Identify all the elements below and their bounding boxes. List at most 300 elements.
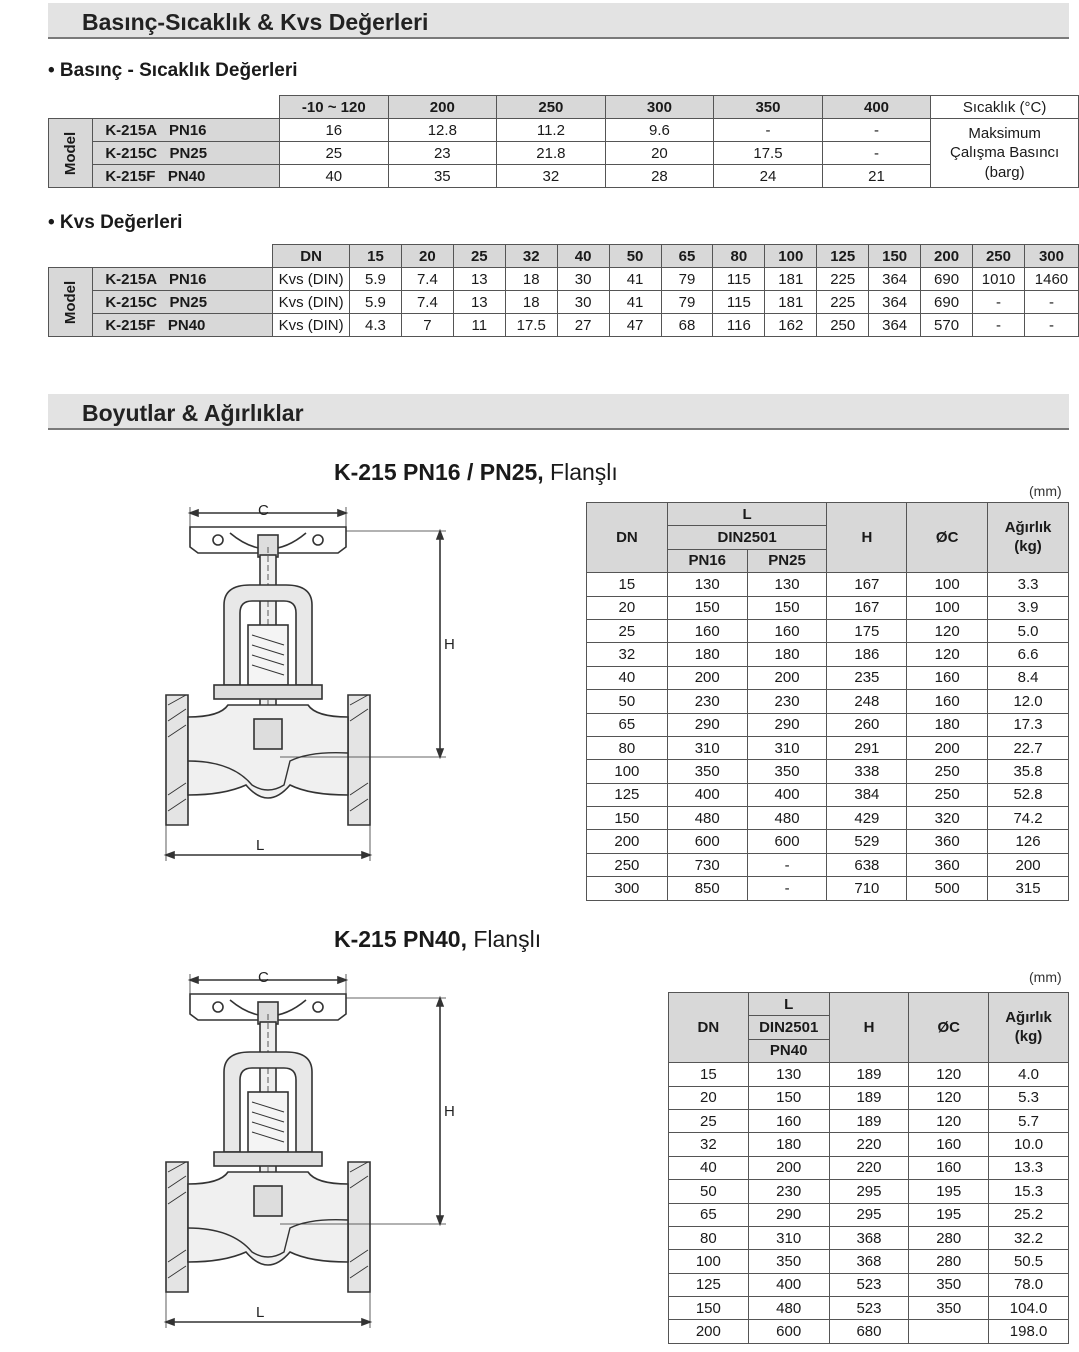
dn-size-header: 32 — [505, 245, 557, 268]
weight-header: Ağırlık (kg) — [989, 993, 1069, 1063]
kvs-value-cell: 690 — [921, 291, 973, 314]
dimension-cell: 10.0 — [989, 1133, 1069, 1156]
dimension-cell: 235 — [827, 666, 907, 689]
dn-size-header: 100 — [765, 245, 817, 268]
table-row — [669, 1180, 1069, 1203]
model-cell: K-215C PN25 — [93, 142, 280, 165]
table-row — [49, 268, 1079, 291]
dn-header: DN — [669, 993, 749, 1063]
dimension-cell: 15.3 — [989, 1180, 1069, 1203]
table-row — [49, 119, 1079, 142]
dimension-cell: 360 — [907, 830, 988, 853]
dimension-cell: 200 — [907, 736, 988, 759]
dimension-cell: 250 — [587, 853, 668, 876]
weight-header: Ağırlık (kg) — [988, 503, 1069, 573]
dimension-cell: 15 — [587, 573, 668, 596]
dimension-cell: 180 — [748, 1133, 829, 1156]
dimension-cell: 360 — [907, 853, 988, 876]
dimension-cell: 295 — [829, 1180, 909, 1203]
dimension-cell: 400 — [747, 783, 827, 806]
kvs-value-cell: 30 — [557, 291, 609, 314]
kvs-value-cell: 570 — [921, 314, 973, 337]
value-cell: 24 — [714, 165, 823, 188]
dimension-cell: 160 — [909, 1156, 989, 1179]
dimension-cell: 480 — [748, 1297, 829, 1320]
temp-header-cell: -10 ~ 120 — [280, 96, 389, 119]
dimension-cell: 78.0 — [989, 1273, 1069, 1296]
table-row — [587, 783, 1069, 806]
dimension-cell: 189 — [829, 1063, 909, 1086]
table-row — [587, 619, 1069, 642]
table-row — [49, 314, 1079, 337]
table-row — [587, 853, 1069, 876]
dimension-cell: 600 — [667, 830, 747, 853]
kvs-value-cell: 68 — [661, 314, 713, 337]
dimension-cell: 6.6 — [988, 643, 1069, 666]
dimension-cell: 120 — [909, 1109, 989, 1132]
model-cell: K-215F PN40 — [93, 314, 273, 337]
temp-header-cell: 250 — [497, 96, 606, 119]
dimension-cell: 638 — [827, 853, 907, 876]
h-dimension-label: H — [444, 636, 455, 653]
dimension-cell: 180 — [907, 713, 988, 736]
table-row — [669, 1133, 1069, 1156]
dimension-cell: 35.8 — [988, 760, 1069, 783]
pressure-temperature-table — [48, 95, 1079, 188]
temp-unit-label: Sıcaklık (°C) — [931, 96, 1079, 119]
dimension-cell: 25 — [587, 619, 668, 642]
dimension-cell: 100 — [587, 760, 668, 783]
dimension-cell: 291 — [827, 736, 907, 759]
valve-drawing-2 — [160, 962, 460, 1332]
table-row — [669, 1250, 1069, 1273]
dimension-cell: 50 — [587, 690, 668, 713]
dimension-cell: 125 — [587, 783, 668, 806]
table-row — [669, 1156, 1069, 1179]
dn-size-header: 80 — [713, 245, 765, 268]
dimension-cell: 230 — [667, 690, 747, 713]
dimension-cell: 350 — [747, 760, 827, 783]
kvs-value-cell: 18 — [505, 268, 557, 291]
section-title: Boyutlar & Ağırlıklar — [82, 400, 304, 426]
kvs-value-cell: 7 — [401, 314, 453, 337]
model-vertical-label: Model — [49, 119, 93, 188]
dn-size-header: 25 — [453, 245, 505, 268]
dimension-cell: 5.0 — [988, 619, 1069, 642]
kvs-value-cell: 47 — [609, 314, 661, 337]
dimension-cell: 150 — [587, 807, 668, 830]
dimension-cell: 65 — [587, 713, 668, 736]
kvs-value-cell: 181 — [765, 268, 817, 291]
table-row — [669, 1109, 1069, 1132]
dimension-cell: 200 — [988, 853, 1069, 876]
dimension-cell: 100 — [669, 1250, 749, 1273]
oc-header: ØC — [907, 503, 988, 573]
dimension-cell: 17.3 — [988, 713, 1069, 736]
dimension-cell: 523 — [829, 1273, 909, 1296]
model-cell: K-215C PN25 — [93, 291, 273, 314]
dimension-cell: 200 — [587, 830, 668, 853]
dn-size-header: 125 — [817, 245, 869, 268]
dim1-title: K-215 PN16 / PN25, Flanşlı — [334, 459, 618, 485]
table-row — [587, 877, 1069, 900]
dimension-cell: 280 — [909, 1250, 989, 1273]
table-row — [49, 291, 1079, 314]
dimension-cell: 710 — [827, 877, 907, 900]
value-cell: 9.6 — [605, 119, 714, 142]
dimension-cell: 189 — [829, 1086, 909, 1109]
kvs-type-cell: Kvs (DIN) — [273, 268, 350, 291]
dimension-cell: 480 — [667, 807, 747, 830]
dimension-cell: 22.7 — [988, 736, 1069, 759]
dimension-cell: 130 — [748, 1063, 829, 1086]
h-header: H — [827, 503, 907, 573]
dimension-cell: 25 — [669, 1109, 749, 1132]
dimension-cell: 32 — [587, 643, 668, 666]
dimension-cell: 250 — [907, 760, 988, 783]
dimension-cell: 150 — [747, 596, 827, 619]
kvs-value-cell: 11 — [453, 314, 505, 337]
dimension-cell: 120 — [907, 619, 988, 642]
dimension-cell: 13.3 — [989, 1156, 1069, 1179]
value-cell: 35 — [388, 165, 497, 188]
dimension-cell: 350 — [909, 1273, 989, 1296]
dimension-cell: - — [747, 853, 827, 876]
kvs-value-cell: 41 — [609, 268, 661, 291]
table-row — [587, 830, 1069, 853]
kvs-value-cell: 30 — [557, 268, 609, 291]
c-dimension-label: C — [258, 969, 269, 986]
dimension-cell: 32.2 — [989, 1226, 1069, 1249]
dimension-cell: 310 — [667, 736, 747, 759]
dimension-cell: 5.3 — [989, 1086, 1069, 1109]
kvs-value-cell: 13 — [453, 291, 505, 314]
dimension-cell: 120 — [907, 643, 988, 666]
temp-header-cell: 300 — [605, 96, 714, 119]
table-row — [587, 713, 1069, 736]
kvs-value-cell: 13 — [453, 268, 505, 291]
dimension-cell: 350 — [909, 1297, 989, 1320]
table-row — [587, 760, 1069, 783]
value-cell: - — [822, 119, 931, 142]
pn25-header: PN25 — [747, 549, 827, 572]
kvs-value-cell: 364 — [869, 268, 921, 291]
dimension-cell: 175 — [827, 619, 907, 642]
dimension-cell: 730 — [667, 853, 747, 876]
value-cell: 16 — [280, 119, 389, 142]
dimension-cell: 40 — [587, 666, 668, 689]
table-row — [587, 807, 1069, 830]
kvs-subtitle: • Kvs Değerleri — [48, 212, 183, 233]
dimension-cell: 20 — [587, 596, 668, 619]
dimension-cell: 220 — [829, 1156, 909, 1179]
dimension-cell: 480 — [747, 807, 827, 830]
value-cell: 28 — [605, 165, 714, 188]
dn-header: DN — [587, 503, 668, 573]
dimension-cell: 50 — [669, 1180, 749, 1203]
dimension-cell: 300 — [587, 877, 668, 900]
table-row — [669, 1203, 1069, 1226]
dimension-cell: 310 — [747, 736, 827, 759]
dimension-cell: 350 — [667, 760, 747, 783]
l-header: L — [667, 503, 827, 526]
dn-size-header: 200 — [921, 245, 973, 268]
dimensions-table-pn16-pn25 — [586, 502, 1069, 901]
kvs-value-cell: 225 — [817, 291, 869, 314]
dimension-cell: 310 — [748, 1226, 829, 1249]
kvs-value-cell: 41 — [609, 291, 661, 314]
dimension-cell: 126 — [988, 830, 1069, 853]
h-dimension-label: H — [444, 1103, 455, 1120]
dimension-cell: 315 — [988, 877, 1069, 900]
dimension-cell: 150 — [669, 1297, 749, 1320]
dimension-cell: 230 — [748, 1180, 829, 1203]
l-header: L — [748, 993, 829, 1016]
dimension-cell: 167 — [827, 573, 907, 596]
dimension-cell: 600 — [748, 1320, 829, 1343]
dimension-cell: 198.0 — [989, 1320, 1069, 1343]
dimension-cell: 8.4 — [988, 666, 1069, 689]
temp-header-cell: 350 — [714, 96, 823, 119]
dimension-cell: 200 — [667, 666, 747, 689]
dimension-cell: 248 — [827, 690, 907, 713]
dimension-cell: 160 — [747, 619, 827, 642]
kvs-table — [48, 244, 1079, 337]
dimension-cell: 500 — [907, 877, 988, 900]
oc-header: ØC — [909, 993, 989, 1063]
kvs-value-cell: 181 — [765, 291, 817, 314]
pressure-label: Maksimum Çalışma Basıncı (barg) — [931, 119, 1079, 188]
dimension-cell: 180 — [667, 643, 747, 666]
table-row — [669, 1273, 1069, 1296]
kvs-value-cell: - — [973, 314, 1025, 337]
table-row — [669, 1297, 1069, 1320]
kvs-value-cell: - — [1024, 314, 1078, 337]
value-cell: - — [714, 119, 823, 142]
dimension-cell: 290 — [667, 713, 747, 736]
dimension-cell: 368 — [829, 1226, 909, 1249]
section-title: Basınç-Sıcaklık & Kvs Değerleri — [82, 9, 429, 35]
model-cell: K-215F PN40 — [93, 165, 280, 188]
dimension-cell: 186 — [827, 643, 907, 666]
dimension-cell: 3.3 — [988, 573, 1069, 596]
value-cell: 40 — [280, 165, 389, 188]
kvs-value-cell: 250 — [817, 314, 869, 337]
pressure-temp-subtitle: • Basınç - Sıcaklık Değerleri — [48, 60, 298, 81]
table-row — [49, 142, 1079, 165]
dimension-cell: 680 — [829, 1320, 909, 1343]
dimension-cell: 230 — [747, 690, 827, 713]
dimension-cell: 120 — [909, 1063, 989, 1086]
valve-drawing-1 — [160, 495, 460, 865]
table-row — [669, 1320, 1069, 1343]
dimension-cell: 850 — [667, 877, 747, 900]
table-row — [587, 690, 1069, 713]
dn-size-header: 65 — [661, 245, 713, 268]
kvs-value-cell: 7.4 — [401, 291, 453, 314]
dimension-cell: 160 — [909, 1133, 989, 1156]
dimension-cell: 120 — [909, 1086, 989, 1109]
table-row — [49, 165, 1079, 188]
dimension-cell: 400 — [748, 1273, 829, 1296]
dimension-cell: 20 — [669, 1086, 749, 1109]
dimension-cell: 40 — [669, 1156, 749, 1179]
model-vertical-label: Model — [49, 268, 93, 337]
dim2-title: K-215 PN40, Flanşlı — [334, 926, 542, 952]
dimension-cell: 160 — [907, 666, 988, 689]
dimension-cell: 130 — [667, 573, 747, 596]
dimension-cell: 50.5 — [989, 1250, 1069, 1273]
table-row — [669, 1226, 1069, 1249]
dimension-cell: 12.0 — [988, 690, 1069, 713]
dimension-cell: 429 — [827, 807, 907, 830]
kvs-value-cell: 7.4 — [401, 268, 453, 291]
table-row — [587, 736, 1069, 759]
model-cell: K-215A PN16 — [93, 119, 280, 142]
value-cell: 17.5 — [714, 142, 823, 165]
kvs-value-cell: 5.9 — [350, 291, 402, 314]
dimension-cell: 4.0 — [989, 1063, 1069, 1086]
dn-size-header: 50 — [609, 245, 661, 268]
dimensions-table-pn40 — [668, 992, 1069, 1344]
dimension-cell: 200 — [748, 1156, 829, 1179]
dimension-cell: 3.9 — [988, 596, 1069, 619]
l-dimension-label: L — [256, 1304, 265, 1321]
dimension-cell: 195 — [909, 1180, 989, 1203]
dimension-cell: 74.2 — [988, 807, 1069, 830]
dimension-cell: 290 — [747, 713, 827, 736]
dimension-cell: 250 — [907, 783, 988, 806]
dimension-cell: 220 — [829, 1133, 909, 1156]
dimension-cell: 167 — [827, 596, 907, 619]
kvs-value-cell: 225 — [817, 268, 869, 291]
c-dimension-label: C — [258, 502, 269, 519]
l-dimension-label: L — [256, 837, 265, 854]
kvs-value-cell: 79 — [661, 268, 713, 291]
value-cell: 32 — [497, 165, 606, 188]
dimension-cell: 160 — [667, 619, 747, 642]
din-header: DIN2501 — [667, 526, 827, 549]
dimension-cell: 320 — [907, 807, 988, 830]
value-cell: 20 — [605, 142, 714, 165]
dimension-cell: 200 — [669, 1320, 749, 1343]
kvs-value-cell: 115 — [713, 291, 765, 314]
dimension-cell: 338 — [827, 760, 907, 783]
dimension-cell: 600 — [747, 830, 827, 853]
dimension-cell: 104.0 — [989, 1297, 1069, 1320]
dimension-cell: 25.2 — [989, 1203, 1069, 1226]
pn16-header: PN16 — [667, 549, 747, 572]
kvs-type-cell: Kvs (DIN) — [273, 314, 350, 337]
dimension-cell: 290 — [748, 1203, 829, 1226]
model-cell: K-215A PN16 — [93, 268, 273, 291]
dimension-cell: 150 — [748, 1086, 829, 1109]
dimension-cell: 100 — [907, 596, 988, 619]
dimension-cell: 32 — [669, 1133, 749, 1156]
dimension-cell: 125 — [669, 1273, 749, 1296]
table-row — [587, 573, 1069, 596]
dn-size-header: 15 — [350, 245, 402, 268]
dimension-cell: 400 — [667, 783, 747, 806]
dimension-cell: 195 — [909, 1203, 989, 1226]
value-cell: 12.8 — [388, 119, 497, 142]
value-cell: - — [822, 142, 931, 165]
dn-header: DN — [273, 245, 350, 268]
dimension-cell: 529 — [827, 830, 907, 853]
dimension-cell: 65 — [669, 1203, 749, 1226]
kvs-value-cell: 1010 — [973, 268, 1025, 291]
kvs-value-cell: - — [1024, 291, 1078, 314]
value-cell: 23 — [388, 142, 497, 165]
dimension-cell: 260 — [827, 713, 907, 736]
table-row — [669, 1063, 1069, 1086]
table-row — [669, 1086, 1069, 1109]
dimension-cell: 160 — [748, 1109, 829, 1132]
kvs-value-cell: 364 — [869, 291, 921, 314]
value-cell: 21.8 — [497, 142, 606, 165]
dimension-cell: 180 — [747, 643, 827, 666]
dn-size-header: 40 — [557, 245, 609, 268]
temp-header-cell: 200 — [388, 96, 497, 119]
kvs-value-cell: 4.3 — [350, 314, 402, 337]
kvs-value-cell: 18 — [505, 291, 557, 314]
dimension-cell: 5.7 — [989, 1109, 1069, 1132]
dimension-cell: 368 — [829, 1250, 909, 1273]
kvs-value-cell: 364 — [869, 314, 921, 337]
dimension-cell: 100 — [907, 573, 988, 596]
value-cell: 25 — [280, 142, 389, 165]
dimension-cell: 384 — [827, 783, 907, 806]
dn-size-header: 300 — [1024, 245, 1078, 268]
dimension-cell: 52.8 — [988, 783, 1069, 806]
dim1-unit: (mm) — [1029, 483, 1062, 499]
kvs-value-cell: 116 — [713, 314, 765, 337]
dn-size-header: 150 — [869, 245, 921, 268]
dimension-cell — [909, 1320, 989, 1343]
dimension-cell: - — [747, 877, 827, 900]
h-header: H — [829, 993, 909, 1063]
dimension-cell: 80 — [669, 1226, 749, 1249]
value-cell: 11.2 — [497, 119, 606, 142]
pn40-header: PN40 — [748, 1039, 829, 1062]
temp-header-cell: 400 — [822, 96, 931, 119]
kvs-value-cell: 162 — [765, 314, 817, 337]
dimension-cell: 200 — [747, 666, 827, 689]
dimension-cell: 15 — [669, 1063, 749, 1086]
kvs-value-cell: 27 — [557, 314, 609, 337]
dim2-unit: (mm) — [1029, 969, 1062, 985]
dimension-cell: 160 — [907, 690, 988, 713]
kvs-value-cell: 690 — [921, 268, 973, 291]
section-header-dimensions — [48, 394, 1069, 430]
kvs-value-cell: 1460 — [1024, 268, 1078, 291]
kvs-value-cell: 115 — [713, 268, 765, 291]
dimension-cell: 189 — [829, 1109, 909, 1132]
dn-size-header: 20 — [401, 245, 453, 268]
dimension-cell: 295 — [829, 1203, 909, 1226]
table-row — [587, 666, 1069, 689]
dn-size-header: 250 — [973, 245, 1025, 268]
kvs-value-cell: - — [973, 291, 1025, 314]
kvs-type-cell: Kvs (DIN) — [273, 291, 350, 314]
dimension-cell: 150 — [667, 596, 747, 619]
dimension-cell: 350 — [748, 1250, 829, 1273]
table-row — [587, 596, 1069, 619]
dimension-cell: 523 — [829, 1297, 909, 1320]
kvs-value-cell: 79 — [661, 291, 713, 314]
dimension-cell: 80 — [587, 736, 668, 759]
kvs-value-cell: 5.9 — [350, 268, 402, 291]
